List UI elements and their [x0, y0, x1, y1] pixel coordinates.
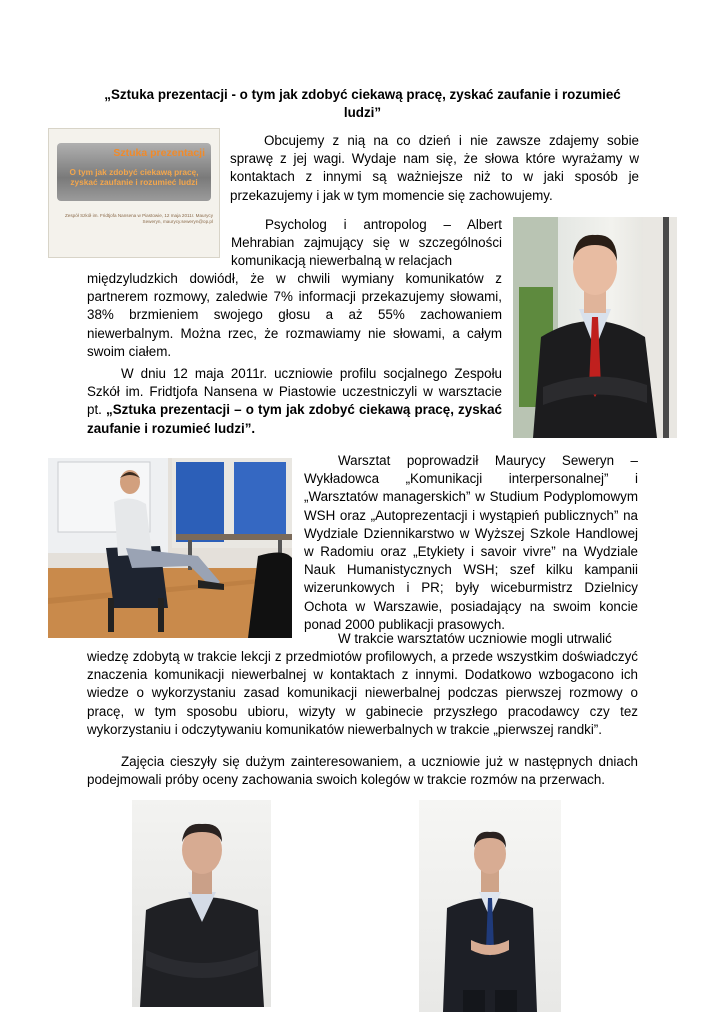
portrait-photo-speaker — [513, 217, 677, 438]
slide-subtitle: O tym jak zdobyć ciekawą pracę, zyskać zaufanie i rozumieć ludzi — [69, 167, 199, 187]
slide-title-band — [57, 143, 211, 201]
document-title: „Sztuka prezentacji - o tym jak zdobyć ciekawą pracę, zyskać zaufanie i rozumieć ludzi” — [104, 87, 621, 120]
workshop-title-bold: „Sztuka prezentacji – o tym jak zdobyć ciekawą pracę, zyskać zaufanie i rozumieć ludzi”. — [87, 402, 502, 436]
paragraph-mehrabian-b: międzyludzkich dowiódł, że w chwili wymiany komunikatów z partnerem rozmowy, zaledwie 7% informacji przekazujemy słowami, 38% brzmieniem swojego głosu a aż 55% zachowaniem niewerbalnym. Można rzec, że rozmawiamy nie słowami, a całym swoim ciałem. — [87, 271, 502, 359]
presentation-slide-image — [48, 128, 220, 258]
paragraph-trainer: Warsztat poprowadził Maurycy Seweryn – Wykładowca „Komunikacji interpersonalnej” i „Warsztatów managerskich” w Studium Podyplomowym WSH oraz „Autoprezentacji i wystąpień publicznych” na Wydziale Dziennikarstwo w Wyższej Szkole Handlowej w Radomiu oraz „Etykiety i savoir vivre” na Wydziale Nauk Humanistycznych WSH; szef kilku kampanii wizerunkowych i PR; były wiceburmistrz Dzielnicy Ochota w Warszawie, posiadający na swoim koncie ponad 2000 publikacji prasowych. — [304, 453, 638, 632]
portrait-photo-standing-1 — [132, 800, 271, 1007]
paragraph-outcomes-a: W trakcie warsztatów uczniowie mogli utrwalić — [338, 631, 612, 646]
slide-heading: Sztuka prezentacji — [113, 147, 205, 159]
paragraph-workshop: W dniu 12 maja 2011r. uczniowie profilu socjalnego Zespołu Szkół im. Fridtjofa Nansena w Piastowie uczestniczyli w warsztacie pt. „Sztuka prezentacji – o tym jak zdobyć ciekawą pracę, zyskać zaufanie i rozumieć ludzi”. — [87, 366, 502, 436]
paragraph-mehrabian-a: Psycholog i antropolog – Albert Mehrabian zajmujący się w szczególności komunikacją niewerbalną w relacjach — [231, 217, 502, 269]
paragraph-intro: Obcujemy z nią na co dzień i nie zawsze zdajemy sobie sprawę z jej wagi. Wydaje nam się, że słowa które wyrażamy w kontaktach z innymi są ważniejsze niż to w jaki sposób je przekazujemy i jak w tym momencie się zachowujemy. — [230, 133, 639, 203]
portrait-photo-standing-2 — [419, 800, 561, 1012]
paragraph-outcomes-b: wiedzę zdobytą w trakcie lekcji z przedmiotów profilowych, a przede wszystkim doświadczyć znaczenia komunikacji niewerbalnej w kontaktach z innymi. Dodatkowo wzbogacono ich wiedze o wykorzystaniu zasad komunikacji niewerbalnej podczas pierwszej rozmowy o pracę, w tym sposobu ubioru, wizyty w gabinecie przyszłego pracodawcy czy tez wykorzystaniu i odczytywaniu komunikatów niewerbalnych w trakcie „pierwszej randki”. — [87, 649, 638, 737]
slide-footer: Zespół Szkół im. Fridtjofa Nansena w Piastowie, 12 maja 2011r. Maurycy Seweryn, maurycy.seweryn@op.pl — [65, 213, 213, 224]
workshop-photo — [48, 458, 292, 638]
paragraph-summary: Zajęcia cieszyły się dużym zainteresowaniem, a uczniowie już w następnych dniach podejmowali próby oceny zachowania swoich kolegów w trakcie rozmów na przerwach. — [87, 754, 638, 788]
